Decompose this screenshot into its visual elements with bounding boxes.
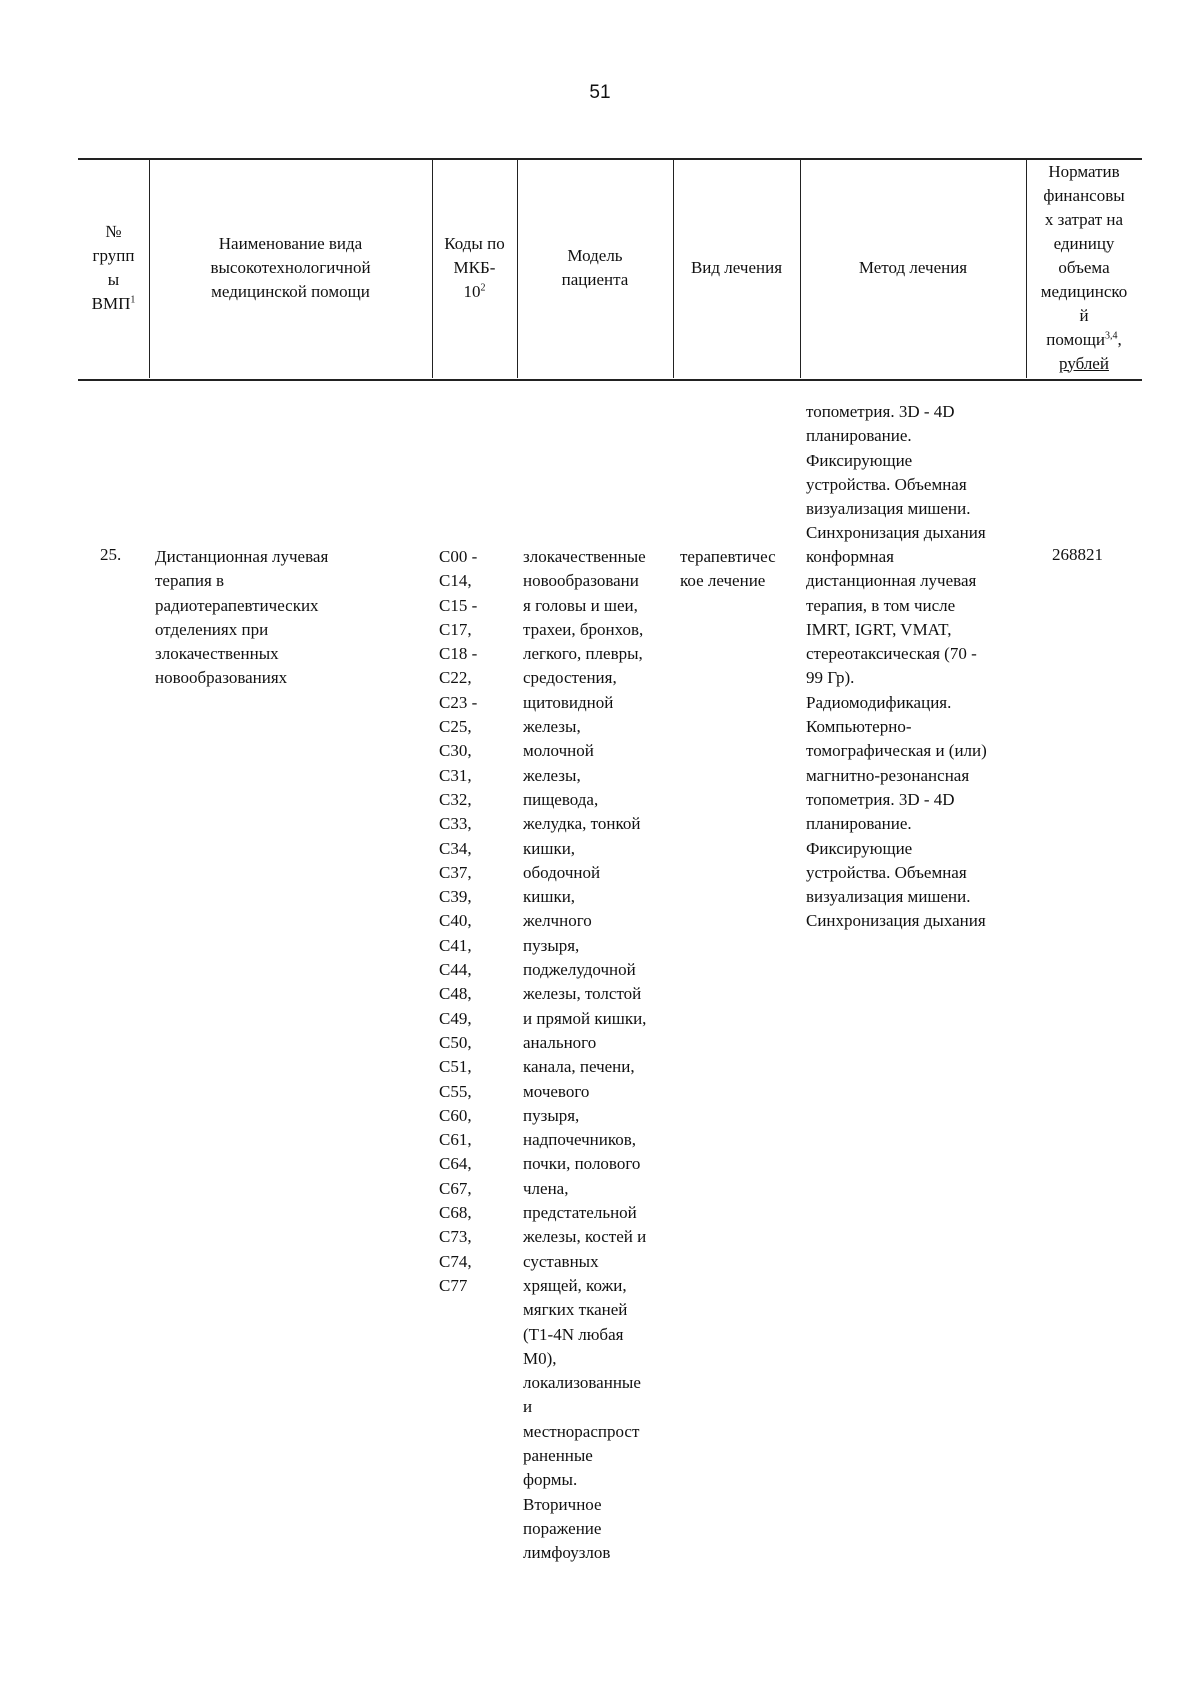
icd-code: C37, [439,862,472,882]
icd-code: C39, [439,887,472,907]
model-line: я головы и шеи, [523,595,638,615]
name-line: злокачественных [155,644,279,664]
header-treatment-type: Вид лечения [690,257,783,277]
method-line: магнитно-резонансная [806,765,970,785]
icd-code: C40, [439,911,472,931]
icd-code: C77 [439,1275,468,1295]
method-line: топометрия. 3D - 4D [806,402,955,421]
model-line: суставных [523,1251,599,1271]
method-line: томографическая и (или) [806,741,987,761]
icd-code: C22, [439,668,472,688]
header-group-number: № групп ы ВМП$^1$ [91,221,136,313]
icd-code: C34, [439,838,472,858]
model-line: кишки, [523,838,576,858]
model-line: желчного [523,911,592,931]
model-line: железы, [523,765,581,785]
model-line: пузыря, [523,1105,580,1125]
method-line: визуализация мишени. [806,499,971,519]
icd-code: C30, [439,741,472,761]
model-line: железы, [523,717,581,737]
model-line: раненные [523,1445,593,1465]
model-line: Вторичное [523,1494,602,1514]
method-line: Радиомодификация. [806,692,952,712]
model-line: поражение [523,1518,602,1538]
name-line: терапия в [155,571,225,591]
model-line: щитовидной [523,692,614,712]
icd-code: C18 - [439,644,478,664]
method-line: Компьютерно- [806,717,912,737]
model-line: пузыря, [523,935,580,955]
model-line: лимфоузлов [523,1543,611,1563]
model-line: желудка, тонкой [523,814,641,834]
treatment-type-line: кое лечение [680,571,766,591]
method-line: IMRT, IGRT, VMAT, [806,619,952,639]
method-line: Синхронизация дыхания [806,911,986,931]
icd-code: C44, [439,960,472,980]
name-line: радиотерапевтических [155,595,319,615]
model-line: средостения, [523,668,617,688]
model-line: местнораспрост [523,1421,640,1441]
model-line: легкого, плевры, [523,644,643,664]
icd-code: C64, [439,1154,472,1174]
model-line: и [523,1397,533,1417]
icd-code: C14, [439,571,472,591]
model-line: мягких тканей [523,1300,628,1320]
method-line: планирование. [806,814,912,834]
model-line: пищевода, [523,789,599,809]
icd-code: C67, [439,1178,472,1198]
name-line: Дистанционная лучевая [155,547,329,566]
treatment-type [680,545,802,594]
icd-code: C61, [439,1130,472,1150]
page-number: 51 [589,82,611,103]
model-line: ободочной [523,862,601,882]
model-line: локализованные [523,1373,641,1393]
icd-code: C41, [439,935,472,955]
model-line: члена, [523,1178,569,1198]
model-line: кишки, [523,887,576,907]
method-line: 99 Гр). [806,668,855,688]
patient-model [523,545,673,1565]
icd-code: C68, [439,1203,472,1223]
method-line: топометрия. 3D - 4D [806,789,955,809]
model-line: злокачественные [523,547,646,566]
icd-code: C49, [439,1008,472,1028]
header-treatment-method: Метод лечения [858,257,968,277]
model-line: предстательной [523,1203,637,1223]
icd-code: C48, [439,984,472,1004]
model-line: (T1-4N любая [523,1324,624,1344]
icd-code: C23 - [439,692,478,712]
model-line: мочевого [523,1081,590,1101]
financial-norm-value: 268821 [1052,545,1103,564]
method-line: устройства. Объемная [806,862,967,882]
model-line: железы, толстой [523,984,642,1004]
icd-code: C50, [439,1032,472,1052]
model-line: почки, полового [523,1154,641,1174]
care-type-name [155,545,425,691]
icd-code: C25, [439,717,472,737]
icd-code: C32, [439,789,472,809]
header-care-type-name: Наименование вида высокотехнологичной медицинской помощи [210,233,371,301]
model-line: молочной [523,741,594,761]
treatment-type-line: терапевтичес [680,547,776,566]
model-line: новообразовани [523,571,639,591]
header-patient-model: Модель пациента [561,245,629,289]
method-line: терапия, в том числе [806,595,956,615]
method-line: Синхронизация дыхания [806,523,986,543]
header-icd-codes: Коды по МКБ- $10^2$ [444,233,505,301]
group-number: 25. [100,545,122,564]
icd-code: C51, [439,1057,472,1077]
method-line: визуализация мишени. [806,887,971,907]
method-line: устройства. Объемная [806,474,967,494]
method-line: конформная [806,547,894,566]
name-line: новообразованиях [155,668,288,688]
icd-codes [439,545,514,1298]
name-line: отделениях при [155,619,269,639]
model-line: и прямой кишки, [523,1008,647,1028]
icd-code: C00 - [439,547,478,566]
model-line: канала, печени, [523,1057,635,1077]
icd-code: C33, [439,814,472,834]
header-financial-norm: Норматив финансовы х затрат на единицу объема медицинско й помощи$^{3,4}$, рублей [1040,161,1128,373]
model-line: трахеи, бронхов, [523,619,644,639]
method-line: стереотаксическая (70 - [806,644,977,664]
icd-code: C55, [439,1081,472,1101]
model-line: формы. [523,1470,578,1490]
method-line: планирование. [806,426,912,446]
treatment-method [806,545,1036,934]
icd-code: C73, [439,1227,472,1247]
method-line: Фиксирующие [806,450,913,470]
model-line: поджелудочной [523,960,636,980]
icd-code: C17, [439,619,472,639]
icd-code: C60, [439,1105,472,1125]
model-line: анального [523,1032,597,1052]
icd-code: C74, [439,1251,472,1271]
model-line: надпочечников, [523,1130,637,1150]
method-line: Фиксирующие [806,838,913,858]
icd-code: C31, [439,765,472,785]
model-line: M0), [523,1348,557,1368]
model-line: железы, костей и [523,1227,647,1247]
method-continuation [806,400,1036,546]
icd-code: C15 - [439,595,478,615]
method-line: дистанционная лучевая [806,571,977,591]
model-line: хрящей, кожи, [523,1275,627,1295]
